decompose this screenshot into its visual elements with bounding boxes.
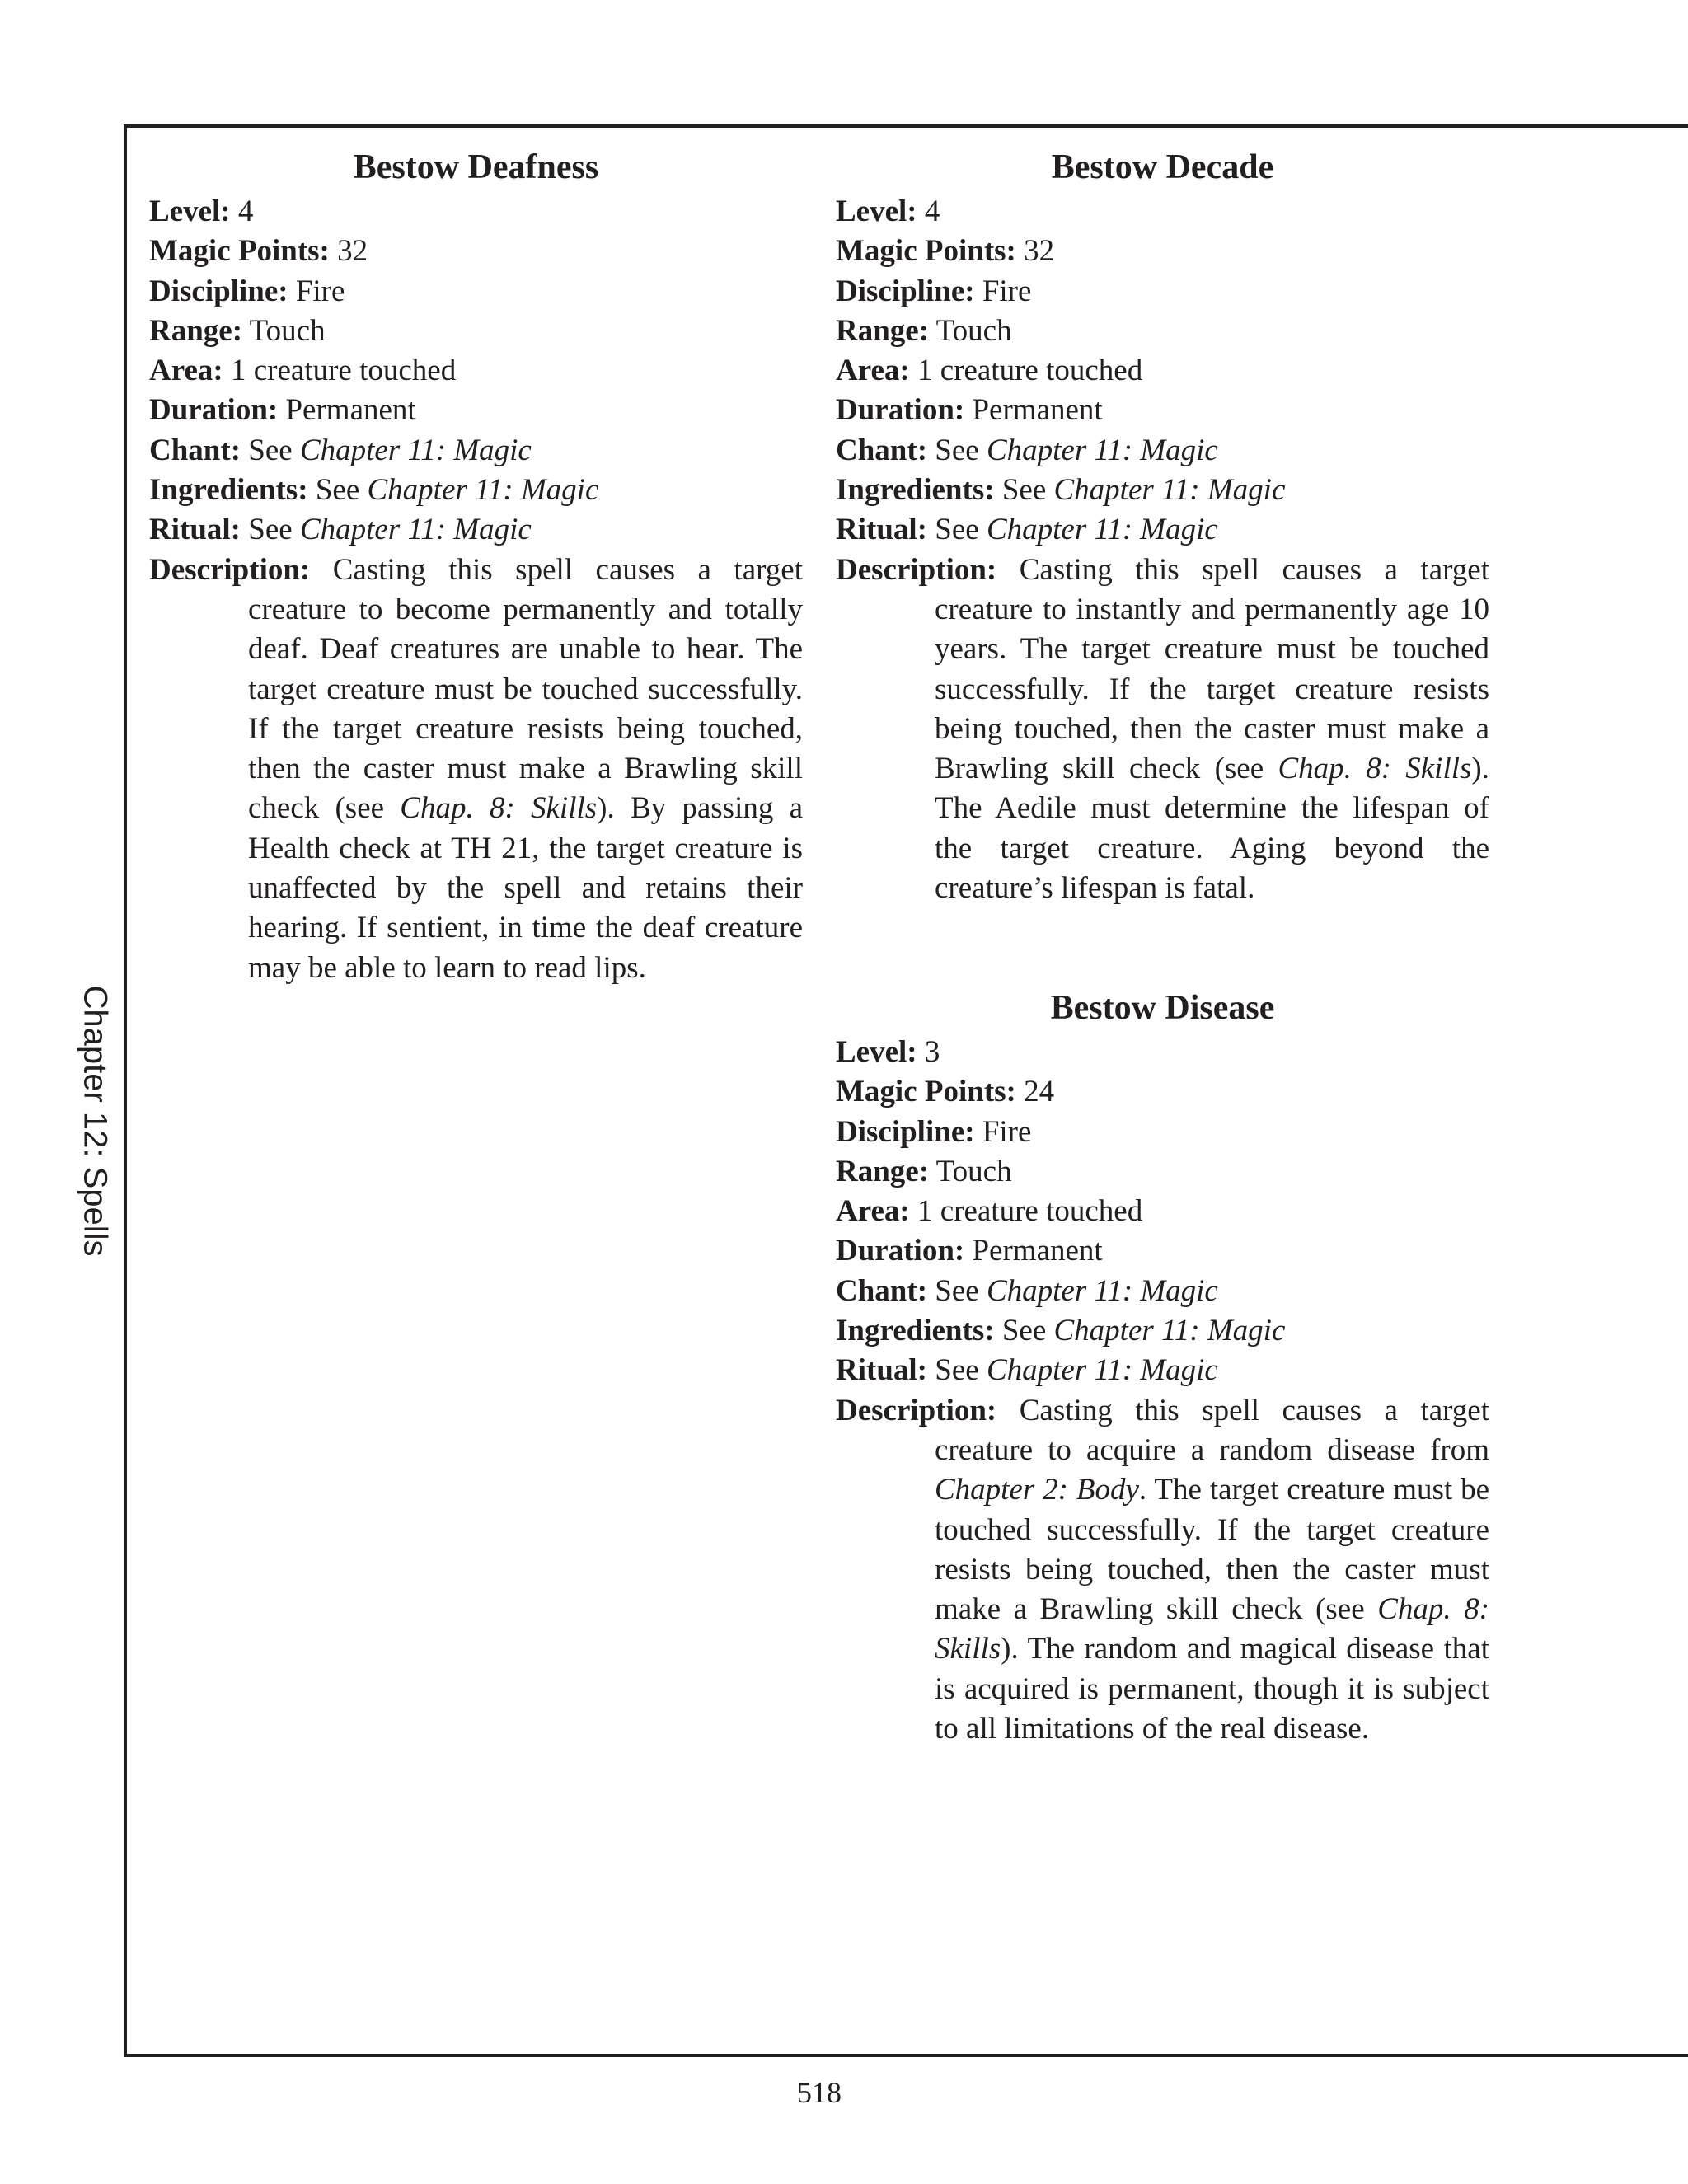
field-value: Fire	[982, 1114, 1032, 1149]
chant-field	[149, 431, 803, 471]
field-label: Level:	[836, 194, 917, 228]
field-label: Chant:	[149, 433, 241, 467]
field-value: 4	[237, 194, 254, 228]
discipline-field	[836, 1113, 1489, 1152]
description-text: ). By passing a Health check at TH 21, the target creature is unaffected by the spell and retains their hearing. If sentient, in time the deaf creature may be able to learn to read lips.	[248, 791, 803, 985]
description-field	[836, 551, 1489, 909]
level-field	[149, 192, 803, 232]
chapter-reference: Chapter 11: Magic	[367, 473, 599, 508]
field-label: Duration:	[836, 1234, 965, 1268]
spell-title: Bestow Disease	[1050, 989, 1275, 1027]
duration-field	[836, 1231, 1489, 1271]
field-label: Ritual:	[149, 513, 241, 547]
field-label: Ritual:	[836, 513, 927, 547]
field-value: See	[248, 433, 293, 467]
field-label: Ingredients:	[149, 473, 308, 508]
field-label: Magic Points:	[836, 1075, 1016, 1109]
description-text: ). The Aedile must determine the lifespan of the target creature. Aging beyond the creature’s lifespan is fatal.	[935, 752, 1489, 906]
chant-field	[836, 431, 1489, 471]
field-label: Duration:	[149, 393, 279, 428]
ingredients-field	[149, 471, 803, 510]
field-label: Ingredients:	[836, 473, 995, 508]
field-value: 32	[337, 234, 368, 269]
field-value: See	[935, 433, 979, 467]
ingredients-field	[836, 471, 1489, 510]
ritual-field	[836, 1351, 1489, 1390]
field-label: Level:	[149, 194, 231, 228]
field-label: Range:	[836, 1154, 930, 1188]
field-value: Permanent	[972, 1234, 1103, 1268]
field-label: Magic Points:	[149, 234, 330, 269]
field-value: See	[935, 1273, 979, 1308]
field-value: See	[315, 473, 360, 508]
chapter-side-title: Chapter 12: Spells	[77, 985, 114, 1257]
field-value: See	[1001, 1314, 1047, 1348]
field-value: See	[248, 513, 293, 547]
duration-field	[149, 391, 803, 430]
description-text: Casting this spell causes a target creature to become permanently and totally deaf. Deaf creatures are unable to hear. The target creature must be touched successfully. If the target creature resists being touched, then the caster must make a Brawling skill check (see	[248, 552, 803, 826]
field-value: Touch	[935, 313, 1012, 348]
ritual-field	[149, 510, 803, 550]
chapter-reference: Chapter 11: Magic	[299, 433, 532, 467]
magic-points-field	[836, 1072, 1489, 1112]
area-field	[836, 351, 1489, 391]
field-value: See	[935, 1353, 979, 1388]
level-field	[836, 192, 1489, 232]
field-label: Chant:	[836, 433, 928, 467]
field-label: Area:	[836, 1194, 910, 1229]
field-value: 1 creature touched	[917, 1194, 1143, 1229]
field-value: 3	[924, 1035, 940, 1069]
field-label: Ingredients:	[836, 1314, 995, 1348]
magic-points-field	[149, 232, 803, 271]
field-value: 1 creature touched	[230, 354, 457, 388]
field-label: Discipline:	[149, 274, 288, 308]
chapter-reference: Chap. 8: Skills	[935, 1592, 1489, 1666]
field-value: Touch	[249, 313, 326, 348]
field-label: Discipline:	[836, 274, 975, 308]
spell-title: Bestow Deafness	[353, 148, 599, 186]
field-value: Permanent	[972, 393, 1103, 428]
chapter-reference: Chapter 2: Body	[935, 1473, 1139, 1507]
field-label: Area:	[836, 354, 910, 388]
page-number: 518	[797, 2076, 842, 2109]
range-field	[836, 1152, 1489, 1192]
spell-bestow-deafness	[149, 144, 803, 988]
field-label: Magic Points:	[836, 234, 1016, 269]
chapter-reference: Chap. 8: Skills	[1278, 752, 1472, 786]
field-label: Description:	[149, 552, 311, 587]
range-field	[149, 312, 803, 351]
discipline-field	[149, 272, 803, 312]
ritual-field	[836, 510, 1489, 550]
chapter-reference: Chapter 11: Magic	[986, 513, 1218, 547]
range-field	[836, 312, 1489, 351]
chapter-reference: Chapter 11: Magic	[1053, 1314, 1286, 1348]
description-text: . The target creature must be touched successfully. If the target creature resists being touched, then the caster must make a Brawling skill check (see	[935, 1473, 1490, 1627]
field-value: Touch	[935, 1154, 1012, 1188]
spell-bestow-decade	[836, 144, 1489, 908]
area-field	[836, 1192, 1489, 1231]
field-value: See	[1001, 473, 1047, 508]
field-value: Permanent	[285, 393, 416, 428]
field-value: Fire	[295, 274, 345, 308]
chapter-reference: Chapter 11: Magic	[986, 433, 1218, 467]
field-label: Ritual:	[836, 1353, 927, 1388]
field-value: 4	[924, 194, 940, 228]
magic-points-field	[836, 232, 1489, 271]
field-label: Discipline:	[836, 1114, 975, 1149]
discipline-field	[836, 272, 1489, 312]
field-label: Range:	[149, 313, 243, 348]
field-label: Level:	[836, 1035, 917, 1069]
spell-bestow-disease	[836, 985, 1489, 1749]
level-field	[836, 1033, 1489, 1072]
chant-field	[836, 1272, 1489, 1311]
duration-field	[836, 391, 1489, 430]
field-value: 24	[1024, 1075, 1055, 1109]
area-field	[149, 351, 803, 391]
chapter-reference: Chap. 8: Skills	[400, 791, 598, 826]
description-text: ). The random and magical disease that is acquired is permanent, though it is subject to all limitations of the real disease.	[935, 1632, 1489, 1746]
ingredients-field	[836, 1311, 1489, 1351]
chapter-reference: Chapter 11: Magic	[986, 1353, 1218, 1388]
field-value: Fire	[982, 274, 1032, 308]
chapter-reference: Chapter 11: Magic	[299, 513, 532, 547]
field-label: Chant:	[836, 1273, 928, 1308]
field-label: Description:	[836, 552, 997, 587]
field-label: Duration:	[836, 393, 965, 428]
chapter-reference: Chapter 11: Magic	[1053, 473, 1286, 508]
field-value: See	[935, 513, 979, 547]
field-label: Description:	[836, 1393, 997, 1427]
description-text: Casting this spell causes a target creature to instantly and permanently age 10 years. The target creature must be touched successfully. If the target creature resists being touched, then the caster must make a Brawling skill check (see	[935, 552, 1489, 786]
description-field	[149, 551, 803, 988]
spell-title: Bestow Decade	[1051, 148, 1274, 186]
chapter-reference: Chapter 11: Magic	[986, 1273, 1218, 1308]
field-label: Range:	[836, 313, 930, 348]
description-field	[836, 1391, 1489, 1750]
description-text: Casting this spell causes a target creature to acquire a random disease from	[935, 1393, 1489, 1467]
field-label: Area:	[149, 354, 223, 388]
field-value: 1 creature touched	[917, 354, 1143, 388]
field-value: 32	[1024, 234, 1055, 269]
